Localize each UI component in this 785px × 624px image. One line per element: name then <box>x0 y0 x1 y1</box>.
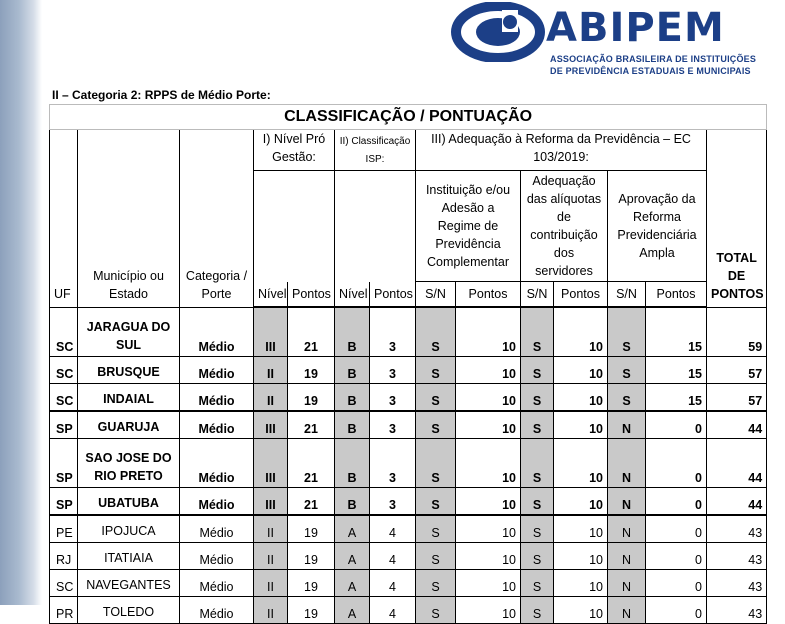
cell-nivel: II <box>254 384 288 412</box>
cell-inst-pts: 10 <box>456 570 521 597</box>
cell-nivel-pts: 21 <box>288 411 335 439</box>
cell-inst-sn: S <box>416 384 456 412</box>
cell-nivel: III <box>254 307 288 357</box>
cell-aprov-sn: S <box>608 384 646 412</box>
header-aprov-pontos: Pontos <box>646 282 707 308</box>
cell-aprov-pts: 0 <box>646 543 707 570</box>
logo-subtitle-line2: DE PREVIDÊNCIA ESTADUAIS E MUNICIPAIS <box>550 66 751 76</box>
cell-aliq-pts: 10 <box>554 411 608 439</box>
cell-aliq-pts: 10 <box>554 543 608 570</box>
cell-aliq-sn: S <box>521 543 554 570</box>
cell-inst-pts: 10 <box>456 488 521 516</box>
cell-aliq-sn: S <box>521 411 554 439</box>
header-adequacao-reforma: III) Adequação à Reforma da Previdência – EC 103/2019: <box>416 130 707 171</box>
cell-total: 43 <box>707 515 767 543</box>
cell-municipio: INDAIAL <box>78 384 180 412</box>
cell-inst-sn: S <box>416 411 456 439</box>
cell-categoria: Médio <box>180 543 254 570</box>
cell-inst-sn: S <box>416 357 456 384</box>
cell-uf: RJ <box>50 543 78 570</box>
table-row <box>50 570 767 597</box>
cell-aprov-pts: 15 <box>646 307 707 357</box>
cell-uf: SC <box>50 384 78 412</box>
cell-uf: PE <box>50 515 78 543</box>
cell-isp-pts: 3 <box>370 411 416 439</box>
cell-uf: SP <box>50 411 78 439</box>
table-row <box>50 515 767 543</box>
cell-isp: B <box>335 411 370 439</box>
cell-inst-sn: S <box>416 570 456 597</box>
cell-uf: SP <box>50 488 78 516</box>
cell-aliq-sn: S <box>521 307 554 357</box>
cell-categoria: Médio <box>180 411 254 439</box>
cell-isp-pts: 4 <box>370 597 416 624</box>
cell-inst-sn: S <box>416 307 456 357</box>
header-aprovacao: Aprovação da Reforma Previdenciária Ampla <box>608 171 707 282</box>
cell-aliq-pts: 10 <box>554 515 608 543</box>
cell-aliq-pts: 10 <box>554 357 608 384</box>
cell-aprov-pts: 0 <box>646 597 707 624</box>
table-row <box>50 307 767 357</box>
cell-nivel-pts: 19 <box>288 384 335 412</box>
cell-inst-pts: 10 <box>456 515 521 543</box>
cell-inst-sn: S <box>416 439 456 488</box>
table-row <box>50 488 767 516</box>
cell-aprov-pts: 15 <box>646 357 707 384</box>
cell-isp-pts: 4 <box>370 570 416 597</box>
cell-categoria: Médio <box>180 357 254 384</box>
cell-nivel: II <box>254 570 288 597</box>
cell-nivel-pts: 21 <box>288 488 335 516</box>
table-row <box>50 543 767 570</box>
cell-aprov-pts: 15 <box>646 384 707 412</box>
cell-nivel-pts: 19 <box>288 597 335 624</box>
header-aliquotas: Adequação das alíquotas de contribuição dos servidores <box>521 171 608 282</box>
cell-inst-sn: S <box>416 515 456 543</box>
cell-inst-pts: 10 <box>456 597 521 624</box>
cell-aliq-sn: S <box>521 570 554 597</box>
cell-inst-pts: 10 <box>456 411 521 439</box>
cell-isp: B <box>335 357 370 384</box>
header-isp-pontos: Pontos <box>370 282 416 308</box>
cell-aliq-sn: S <box>521 488 554 516</box>
cell-total: 43 <box>707 597 767 624</box>
header-aliq-pontos: Pontos <box>554 282 608 308</box>
cell-inst-pts: 10 <box>456 439 521 488</box>
cell-nivel-pts: 19 <box>288 543 335 570</box>
abipem-emblem-icon <box>450 2 550 62</box>
table-title: CLASSIFICAÇÃO / PONTUAÇÃO <box>50 105 767 130</box>
header-nivel: Nível <box>254 282 288 308</box>
cell-aliq-sn: S <box>521 439 554 488</box>
cell-isp: B <box>335 307 370 357</box>
table-row <box>50 411 767 439</box>
cell-inst-pts: 10 <box>456 384 521 412</box>
cell-aprov-sn: S <box>608 357 646 384</box>
cell-aprov-sn: N <box>608 597 646 624</box>
logo-wordmark: ABIPEM <box>546 5 725 51</box>
cell-aprov-sn: N <box>608 570 646 597</box>
cell-aprov-sn: N <box>608 543 646 570</box>
header-aliq-sn: S/N <box>521 282 554 308</box>
cell-municipio: ITATIAIA <box>78 543 180 570</box>
cell-total: 57 <box>707 384 767 412</box>
header-total: TOTAL DE PONTOS <box>707 130 767 308</box>
cell-aliq-pts: 10 <box>554 439 608 488</box>
cell-uf: SP <box>50 439 78 488</box>
cell-inst-sn: S <box>416 543 456 570</box>
cell-isp: A <box>335 543 370 570</box>
cell-aliq-pts: 10 <box>554 384 608 412</box>
ranking-table <box>49 104 767 624</box>
cell-nivel-pts: 21 <box>288 439 335 488</box>
cell-total: 44 <box>707 411 767 439</box>
header-isp-nivel: Nível <box>335 282 370 308</box>
cell-aprov-pts: 0 <box>646 570 707 597</box>
cell-nivel: II <box>254 543 288 570</box>
cell-isp: B <box>335 488 370 516</box>
header-categoria: Categoria / Porte <box>180 130 254 308</box>
cell-nivel-pts: 19 <box>288 570 335 597</box>
cell-inst-pts: 10 <box>456 543 521 570</box>
cell-categoria: Médio <box>180 384 254 412</box>
cell-isp: A <box>335 597 370 624</box>
cell-aprov-sn: N <box>608 488 646 516</box>
cell-total: 44 <box>707 439 767 488</box>
table-row <box>50 384 767 412</box>
table-row <box>50 439 767 488</box>
header-blank-isp <box>335 171 416 282</box>
decorative-side-strip <box>0 0 42 605</box>
cell-municipio: JARAGUA DO SUL <box>78 307 180 357</box>
cell-aliq-pts: 10 <box>554 488 608 516</box>
cell-uf: SC <box>50 307 78 357</box>
cell-municipio: NAVEGANTES <box>78 570 180 597</box>
logo-subtitle-line1: ASSOCIAÇÃO BRASILEIRA DE INSTITUIÇÕES <box>550 54 757 64</box>
cell-isp-pts: 3 <box>370 307 416 357</box>
cell-municipio: BRUSQUE <box>78 357 180 384</box>
cell-municipio: IPOJUCA <box>78 515 180 543</box>
cell-categoria: Médio <box>180 570 254 597</box>
header-uf: UF <box>50 130 78 308</box>
category-heading: II – Categoria 2: RPPS de Médio Porte: <box>52 88 271 102</box>
cell-nivel: II <box>254 515 288 543</box>
table-row <box>50 597 767 624</box>
cell-inst-pts: 10 <box>456 307 521 357</box>
table-row <box>50 357 767 384</box>
cell-nivel: III <box>254 439 288 488</box>
cell-categoria: Médio <box>180 488 254 516</box>
cell-isp-pts: 3 <box>370 384 416 412</box>
cell-aliq-sn: S <box>521 384 554 412</box>
cell-municipio: TOLEDO <box>78 597 180 624</box>
cell-aliq-pts: 10 <box>554 307 608 357</box>
cell-total: 44 <box>707 488 767 516</box>
cell-isp: B <box>335 439 370 488</box>
cell-nivel: III <box>254 488 288 516</box>
cell-categoria: Médio <box>180 597 254 624</box>
header-classificacao-isp: II) Classificação ISP: <box>335 130 416 171</box>
header-nivel-pontos: Pontos <box>288 282 335 308</box>
header-inst-pontos: Pontos <box>456 282 521 308</box>
cell-isp-pts: 3 <box>370 357 416 384</box>
cell-aliq-sn: S <box>521 357 554 384</box>
cell-isp-pts: 3 <box>370 439 416 488</box>
cell-isp-pts: 4 <box>370 543 416 570</box>
cell-isp-pts: 3 <box>370 488 416 516</box>
table-body <box>50 307 767 624</box>
cell-inst-pts: 10 <box>456 357 521 384</box>
cell-aliq-pts: 10 <box>554 570 608 597</box>
cell-categoria: Médio <box>180 515 254 543</box>
cell-uf: PR <box>50 597 78 624</box>
cell-aprov-pts: 0 <box>646 488 707 516</box>
cell-inst-sn: S <box>416 488 456 516</box>
cell-total: 59 <box>707 307 767 357</box>
cell-aliq-sn: S <box>521 515 554 543</box>
header-aprov-sn: S/N <box>608 282 646 308</box>
cell-nivel: III <box>254 411 288 439</box>
abipem-logo <box>450 2 780 82</box>
cell-uf: SC <box>50 570 78 597</box>
cell-isp: B <box>335 384 370 412</box>
header-instituicao: Instituição e/ou Adesão a Regime de Previdência Complementar <box>416 171 521 282</box>
cell-aprov-sn: N <box>608 515 646 543</box>
cell-isp: A <box>335 570 370 597</box>
cell-aprov-pts: 0 <box>646 411 707 439</box>
cell-categoria: Médio <box>180 439 254 488</box>
cell-total: 43 <box>707 543 767 570</box>
cell-isp: A <box>335 515 370 543</box>
cell-nivel-pts: 19 <box>288 515 335 543</box>
cell-categoria: Médio <box>180 307 254 357</box>
cell-inst-sn: S <box>416 597 456 624</box>
cell-municipio: SAO JOSE DO RIO PRETO <box>78 439 180 488</box>
cell-municipio: GUARUJA <box>78 411 180 439</box>
cell-aprov-sn: N <box>608 411 646 439</box>
header-nivel-pro-gestao: I) Nível Pró Gestão: <box>254 130 335 171</box>
cell-nivel-pts: 19 <box>288 357 335 384</box>
header-municipio: Município ou Estado <box>78 130 180 308</box>
cell-municipio: UBATUBA <box>78 488 180 516</box>
cell-aprov-sn: N <box>608 439 646 488</box>
cell-total: 57 <box>707 357 767 384</box>
cell-aprov-pts: 0 <box>646 439 707 488</box>
cell-nivel: II <box>254 357 288 384</box>
cell-total: 43 <box>707 570 767 597</box>
cell-aliq-pts: 10 <box>554 597 608 624</box>
cell-aliq-sn: S <box>521 597 554 624</box>
cell-nivel-pts: 21 <box>288 307 335 357</box>
cell-uf: SC <box>50 357 78 384</box>
cell-aprov-pts: 0 <box>646 515 707 543</box>
header-blank-nivel <box>254 171 335 282</box>
header-inst-sn: S/N <box>416 282 456 308</box>
cell-aprov-sn: S <box>608 307 646 357</box>
cell-nivel: II <box>254 597 288 624</box>
cell-isp-pts: 4 <box>370 515 416 543</box>
